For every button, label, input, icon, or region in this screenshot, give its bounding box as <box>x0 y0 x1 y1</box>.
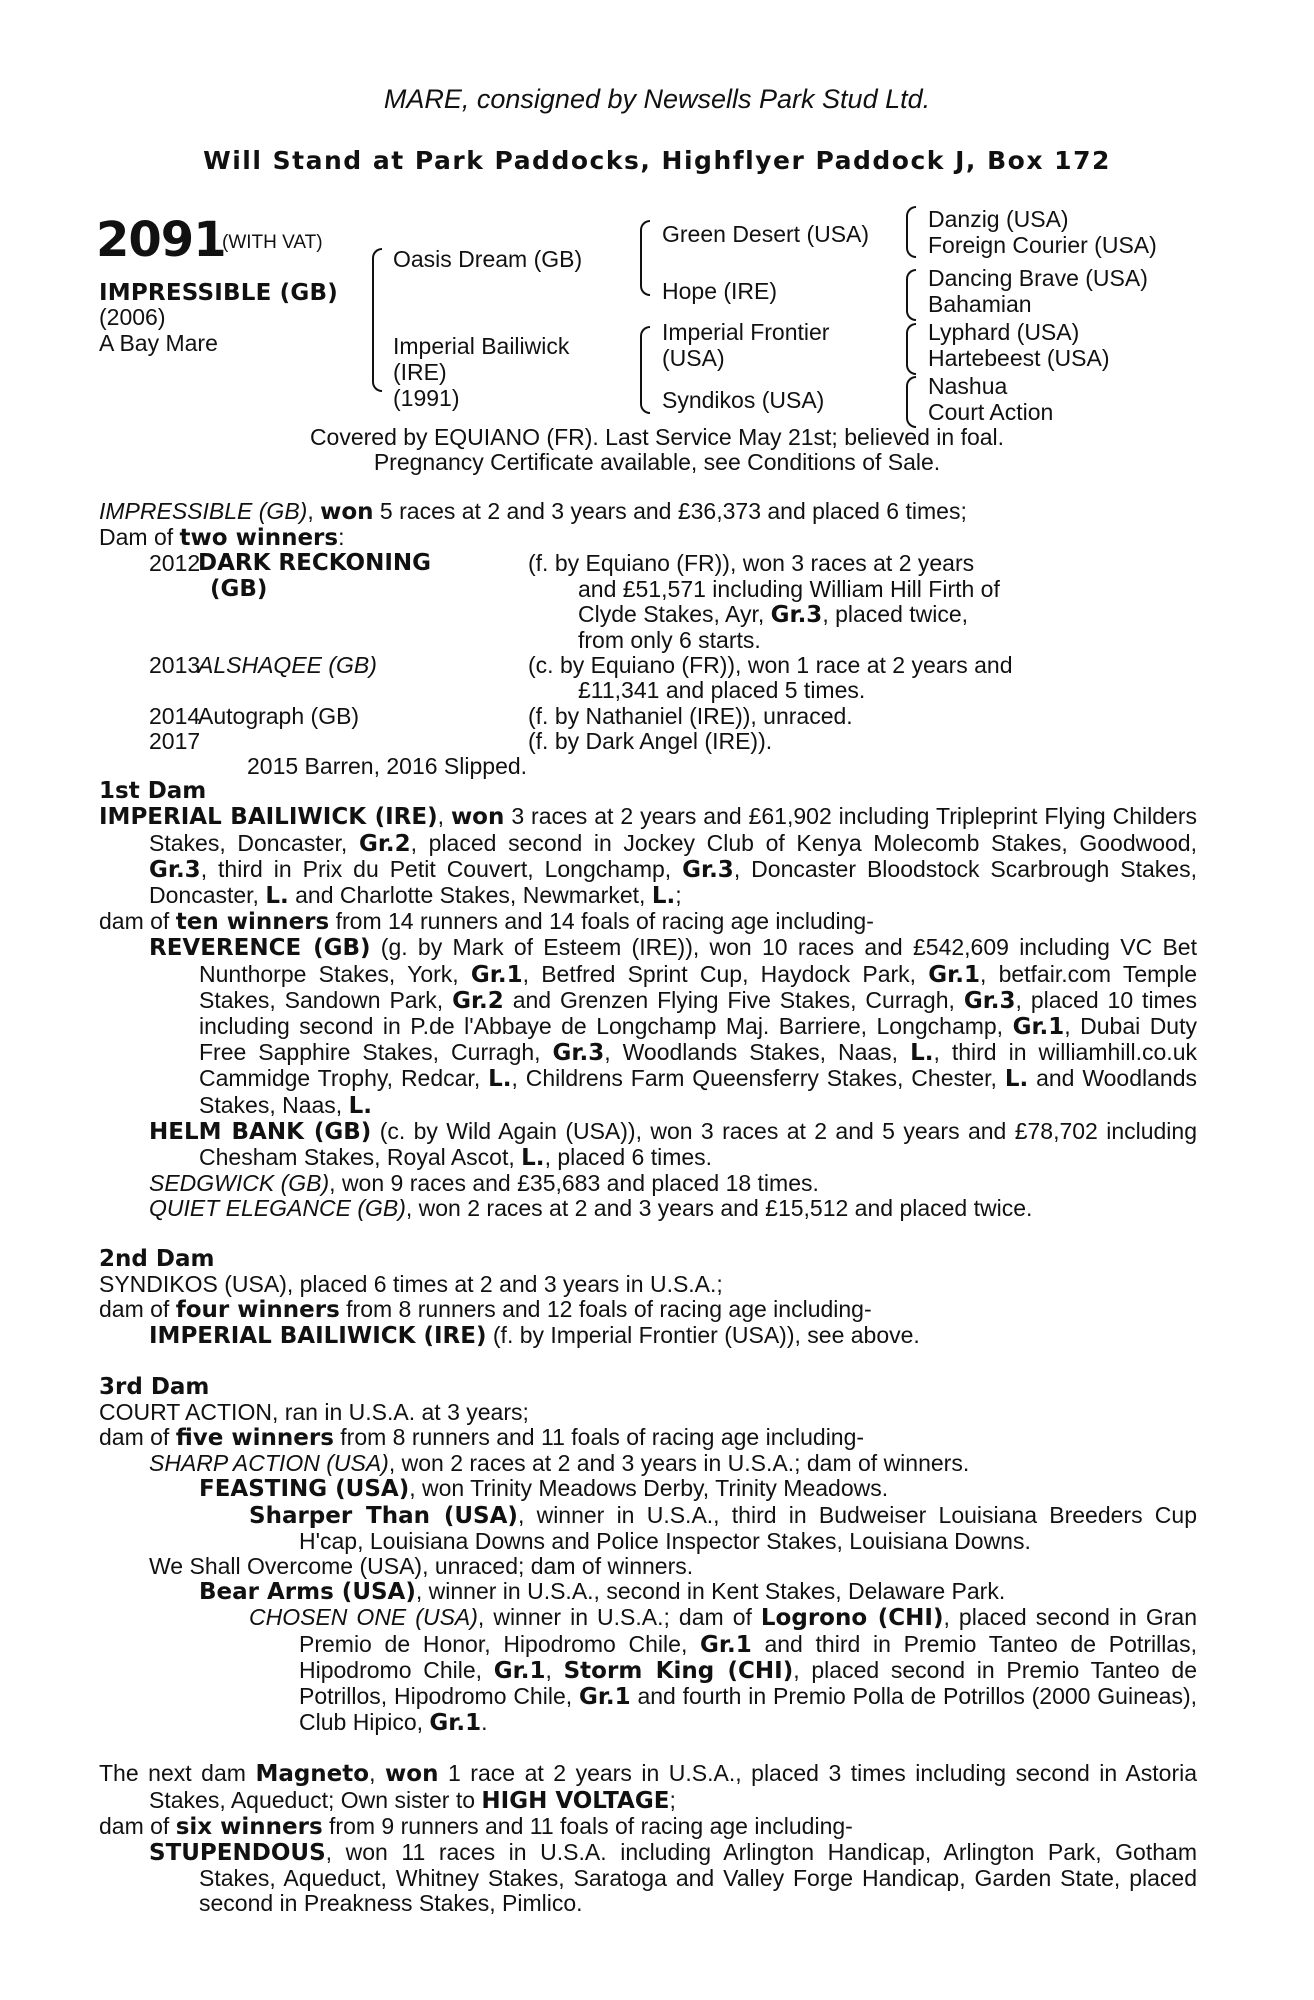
grade-label: Gr.1 <box>928 961 980 988</box>
record-text: and Grenzen Flying Five Stakes, Curragh, <box>503 986 964 1013</box>
horse-name: REVERENCE (GB) <box>149 935 371 962</box>
produce-detail-line: £11,341 and placed 5 times. <box>578 677 866 704</box>
listed-label: L. <box>521 1145 545 1172</box>
reverence-record <box>99 935 1197 1118</box>
next-dam-record: The next dam Magneto, won 1 race at 2 years in U.S.A., placed 3 times including second in Astoria Stakes, Aqueduct; Own sister to HIGH VOLTAGE; <box>99 1760 1197 1814</box>
second-dam-heading: 2nd Dam <box>99 1245 215 1272</box>
dam-of-label: dam of <box>99 1812 176 1839</box>
first-dam-heading: 1st Dam <box>99 778 207 805</box>
horse-name: Storm King (CHI) <box>563 1657 794 1684</box>
record-text: (f. by Imperial Frontier (USA)), see above. <box>486 1322 920 1349</box>
pedigree-brace-ss <box>906 206 916 258</box>
produce-name: ALSHAQEE (GB) <box>198 652 377 679</box>
dam-of-label: Dam of <box>99 524 180 551</box>
record-text: and Charlotte Stakes, Newmarket, <box>288 882 652 909</box>
pedigree-sire: Oasis Dream (GB) <box>393 246 583 272</box>
dam-of-count: ten winners <box>175 909 330 936</box>
record-text: , winner in U.S.A., second in Kent Stakes, Delaware Park. <box>415 1578 1006 1605</box>
grade-label: Gr.3 <box>770 601 823 628</box>
imperial-bailiwick-ref <box>99 1323 1197 1349</box>
produce-detail-line: (c. by Equiano (FR)), won 1 race at 2 years and <box>528 652 1013 679</box>
grade-label: Gr.3 <box>682 856 734 883</box>
grade-label: Gr.2 <box>452 987 504 1014</box>
horse-name: HIGH VOLTAGE <box>481 1787 670 1814</box>
record-text: , third in williamhill.co.uk Cammidge Trophy, Redcar, <box>199 1039 1197 1092</box>
record-text: , placed 6 times. <box>544 1144 713 1171</box>
first-dam-record: IMPERIAL BAILIWICK (IRE), won 3 races at 2 years and £61,902 including Tripleprint Flying Childers Stakes, Doncaster, Gr.2, placed second in Jockey Club of Kenya Molecomb Stakes, Goodwood, Gr.3, third in Prix du Petit Couvert, Longchamp, Gr.3, Doncaster Bloodstock Scarbrough Stakes, Doncaster, L. and Charlotte Stakes, Newmarket, L.; <box>99 803 1197 910</box>
produce-dam-of <box>99 525 1197 551</box>
record-text: 1 race at 2 years in U.S.A., placed 3 times including second in Astoria Stakes, Aqueduct; Own sister to <box>149 1760 1197 1813</box>
grade-label: Gr.1 <box>470 961 523 988</box>
lot-name: IMPRESSIBLE (GB) <box>99 280 338 306</box>
produce-row <box>99 704 1197 729</box>
consignor-line: MARE, consigned by Newsells Park Stud Ltd. <box>383 84 931 114</box>
listed-label: L. <box>265 883 289 910</box>
lot-number: 2091 <box>96 212 226 268</box>
pedigree-dam-sire-line2: (USA) <box>662 345 725 371</box>
record-text: , Dubai Duty Free Sapphire Stakes, Curragh, <box>199 1013 1197 1066</box>
record-text: , won Trinity Meadows Derby, Trinity Meadows. <box>409 1475 889 1502</box>
horse-name: QUIET ELEGANCE (GB) <box>149 1195 406 1222</box>
produce-detail-line: and £51,571 including William Hill Firth of <box>578 575 1000 602</box>
pedigree-brace-dd <box>906 376 916 428</box>
horse-name: SHARP ACTION (USA) <box>149 1450 389 1477</box>
chosen-one-record <box>99 1605 1197 1736</box>
section-gap <box>99 1222 1197 1247</box>
listed-label: L. <box>651 883 676 910</box>
record-text: , third in Prix du Petit Couvert, Longchamp, <box>200 855 683 882</box>
pedigree-brace-main <box>372 248 382 392</box>
record-text: . <box>481 1709 488 1736</box>
produce-details: (f. by Dark Angel (IRE)). <box>528 727 773 754</box>
record-text: , placed second in Premio Tanteo de Potrillos, Hipodromo Chile, <box>299 1656 1197 1709</box>
second-dam-dam-of <box>99 1297 1197 1323</box>
barren-note: 2015 Barren, 2016 Slipped. <box>247 753 528 780</box>
record-text: , placed 10 times including second in P.de l'Abbaye de Longchamp Maj. Barriere, Longchamp, <box>199 986 1198 1040</box>
dam-of-label: dam of <box>99 1296 176 1323</box>
dam-of-text: from 8 runners and 11 foals of racing age including- <box>333 1423 865 1450</box>
record-text: , <box>545 1656 564 1683</box>
record-text: , placed second in Jockey Club of Kenya Molecomb Stakes, Goodwood, <box>410 829 1197 856</box>
record-text: and third in Premio Tanteo de Potrillas, Hipodromo Chile, <box>299 1630 1197 1683</box>
dam-of-count: two winners <box>179 525 339 552</box>
sedgwick-record <box>99 1171 1197 1196</box>
covering-line2: Pregnancy Certificate available, see Conditions of Sale. <box>373 449 941 475</box>
pedigree-dam-sire-line1: Imperial Frontier <box>662 319 830 345</box>
produce-row <box>99 729 1197 754</box>
helm-bank-record <box>99 1119 1197 1171</box>
dam-of-label: dam of <box>99 908 176 935</box>
won-label: won <box>320 499 374 525</box>
catalogue-body <box>99 499 1197 1917</box>
section-gap <box>99 1350 1197 1375</box>
pedigree-sire-dam: Hope (IRE) <box>662 278 778 304</box>
record-text: , placed second in Gran Premio de Honor, Hipodromo Chile, <box>299 1604 1197 1657</box>
pedigree-dsd: Hartebeest (USA) <box>928 345 1110 371</box>
won-label: won <box>450 804 505 831</box>
pedigree-dss: Lyphard (USA) <box>928 319 1080 345</box>
produce-year: 2017 <box>149 727 201 754</box>
pedigree-ssd: Foreign Courier (USA) <box>928 232 1157 258</box>
pedigree-dam-line3: (1991) <box>393 385 460 411</box>
record-text: 3 races at 2 years and £61,902 including Tripleprint Flying Childers Stakes, Doncaster, <box>149 803 1197 856</box>
dam-of-label: dam of <box>99 1423 176 1450</box>
pedigree-dam-line2: (IRE) <box>393 359 447 385</box>
produce-detail-text: Clyde Stakes, Ayr, <box>578 600 771 627</box>
record-text: , winner in U.S.A., third in Budweiser Louisiana Breeders Cup H'cap, Louisiana Downs and Police Inspector Stakes, Louisiana Downs. <box>299 1501 1197 1554</box>
listed-label: L. <box>488 1066 512 1093</box>
record-text: , Woodlands Stakes, Naas, <box>604 1039 911 1066</box>
record-text: , betfair.com Temple Stakes, Sandown Park, <box>199 960 1198 1013</box>
location-line: Will Stand at Park Paddocks, Highflyer Paddock J, Box 172 <box>203 146 1111 175</box>
record-text: , Childrens Farm Queensferry Stakes, Chester, <box>511 1065 1005 1092</box>
produce-name: Autograph (GB) <box>198 702 360 729</box>
grade-label: Gr.1 <box>700 1631 752 1658</box>
first-dam-dam-of <box>99 909 1197 935</box>
dam-of-text: from 9 runners and 11 foals of racing age including- <box>322 1812 853 1839</box>
record-text: The next dam <box>99 1760 256 1787</box>
horse-name: FEASTING (USA) <box>199 1476 410 1503</box>
bear-arms-record <box>99 1579 1197 1605</box>
listed-label: L. <box>910 1040 934 1067</box>
produce-name-line1: DARK RECKONING <box>198 550 432 577</box>
record-text: , Doncaster Bloodstock Scarbrough Stakes, Doncaster, <box>149 855 1197 909</box>
second-dam-record: SYNDIKOS (USA), placed 6 times at 2 and 3 years in U.S.A.; <box>99 1270 723 1297</box>
pedigree-brace-sire <box>640 220 650 296</box>
third-dam-dam-of <box>99 1425 1197 1451</box>
pedigree-dam-line1: Imperial Bailiwick <box>393 333 570 359</box>
we-shall-overcome-record: We Shall Overcome (USA), unraced; dam of winners. <box>149 1552 694 1579</box>
record-text: , won 2 races at 2 and 3 years and £15,512 and placed twice. <box>405 1195 1033 1222</box>
record-text: (c. by Wild Again (USA)), won 3 races at 2 and 5 years and £78,702 including Chesham Stakes, Royal Ascot, <box>199 1117 1197 1171</box>
vat-note: (WITH VAT) <box>222 232 323 253</box>
produce-detail-line: (f. by Equiano (FR)), won 3 races at 2 years <box>528 550 975 577</box>
next-dam-dam-of <box>99 1814 1197 1840</box>
grade-label: Gr.3 <box>963 987 1016 1014</box>
pedigree-dam-dam: Syndikos (USA) <box>662 387 825 413</box>
horse-name: Logrono (CHI) <box>760 1605 944 1632</box>
stupendous-record <box>99 1840 1197 1917</box>
won-label: won <box>385 1761 439 1788</box>
quiet-elegance-record <box>99 1196 1197 1221</box>
produce-year: 2013 <box>149 652 201 679</box>
produce-details <box>528 551 1197 653</box>
grade-label: Gr.3 <box>149 856 201 883</box>
dam-of-count: four winners <box>175 1297 340 1324</box>
record-text: , Betfred Sprint Cup, Haydock Park, <box>522 960 929 987</box>
produce-details: (f. by Nathaniel (IRE)), unraced. <box>528 702 853 729</box>
produce-row <box>99 551 1197 653</box>
produce-name <box>198 729 528 754</box>
sharp-action-record <box>99 1451 1197 1476</box>
pedigree-ddd: Court Action <box>928 399 1054 425</box>
mare-name: IMPRESSIBLE (GB) <box>99 498 308 524</box>
produce-name-line2: (GB) <box>210 575 268 602</box>
produce-intro-text: 5 races at 2 and 3 years and £36,373 and placed 6 times; <box>373 498 967 524</box>
record-text: and fourth in Premio Polla de Potrillos (2000 Guineas), Club Hipico, <box>299 1682 1197 1736</box>
produce-year: 2012 <box>149 550 201 577</box>
lot-year: (2006) <box>99 304 166 330</box>
produce-intro: IMPRESSIBLE (GB), won 5 races at 2 and 3 years and £36,373 and placed 6 times; <box>99 498 967 525</box>
third-dam-heading: 3rd Dam <box>99 1373 210 1400</box>
pedigree-brace-sd <box>906 269 916 321</box>
horse-name: Bear Arms (USA) <box>199 1579 416 1606</box>
grade-label: Gr.1 <box>578 1683 631 1710</box>
horse-name: HELM BANK (GB) <box>149 1118 372 1145</box>
produce-row <box>99 653 1197 703</box>
lot-description: A Bay Mare <box>99 330 218 356</box>
section-gap <box>99 1736 1197 1761</box>
horse-name: Sharper Than (USA) <box>249 1502 518 1529</box>
dam-of-text: from 14 runners and 14 foals of racing age including- <box>329 908 874 935</box>
pedigree-brace-ds <box>906 323 916 375</box>
record-text: , winner in U.S.A.; dam of <box>477 1604 761 1631</box>
sharper-than-record <box>99 1503 1197 1554</box>
covering-line1: Covered by EQUIANO (FR). Last Service May 21st; believed in foal. <box>309 424 1005 450</box>
grade-label: Gr.1 <box>493 1657 546 1684</box>
listed-label: L. <box>348 1092 372 1119</box>
produce-detail-line <box>528 602 1197 628</box>
dam-of-count: five winners <box>175 1424 334 1451</box>
produce-details <box>528 653 1197 703</box>
grade-label: Gr.3 <box>552 1040 605 1067</box>
grade-label: Gr.1 <box>1012 1014 1065 1041</box>
pedigree-sss: Danzig (USA) <box>928 206 1069 232</box>
horse-name: IMPERIAL BAILIWICK (IRE) <box>149 1323 487 1350</box>
horse-name: SEDGWICK (GB) <box>149 1170 330 1197</box>
pedigree-sdd: Bahamian <box>928 291 1032 317</box>
listed-label: L. <box>1004 1066 1029 1093</box>
record-text: , won 9 races and £35,683 and placed 18 times. <box>329 1170 819 1197</box>
record-text: , won 11 races in U.S.A. including Arlington Handicap, Arlington Park, Gotham Stakes, Aqueduct, Whitney Stakes, Saratoga and Valley Forge Handicap, Garden State, placed second in Preakness Stakes, Pimlico. <box>199 1838 1197 1917</box>
produce-name <box>198 551 528 653</box>
dam-of-end: : <box>338 524 345 551</box>
pedigree-sire-sire: Green Desert (USA) <box>662 221 870 247</box>
third-dam-record: COURT ACTION, ran in U.S.A. at 3 years; <box>99 1398 529 1425</box>
horse-name: Magneto <box>255 1761 370 1788</box>
dam-of-count: six winners <box>175 1813 323 1840</box>
produce-detail-text: , placed twice, <box>822 600 969 627</box>
pedigree-sds: Dancing Brave (USA) <box>928 265 1148 291</box>
horse-name: STUPENDOUS <box>149 1839 326 1866</box>
grade-label: Gr.1 <box>429 1710 482 1737</box>
produce-year: 2014 <box>149 702 201 729</box>
produce-detail-line: from only 6 starts. <box>578 627 761 654</box>
horse-name: IMPERIAL BAILIWICK (IRE) <box>99 804 438 831</box>
grade-label: Gr.2 <box>358 830 411 857</box>
dam-of-text: from 8 runners and 12 foals of racing age including- <box>339 1296 872 1323</box>
feasting-record <box>99 1476 1197 1502</box>
record-text: , won 2 races at 2 and 3 years in U.S.A.; dam of winners. <box>388 1450 970 1477</box>
record-text: ; <box>669 1786 676 1813</box>
record-text: (g. by Mark of Esteem (IRE)), won 10 races and £542,609 including VC Bet Nunthorpe Stakes, York, <box>199 934 1197 987</box>
record-text: and Woodlands Stakes, Naas, <box>199 1065 1197 1118</box>
record-text: ; <box>675 882 682 909</box>
pedigree-brace-dam <box>640 326 650 414</box>
pedigree-dds: Nashua <box>928 373 1008 399</box>
horse-name: CHOSEN ONE (USA) <box>249 1604 478 1631</box>
